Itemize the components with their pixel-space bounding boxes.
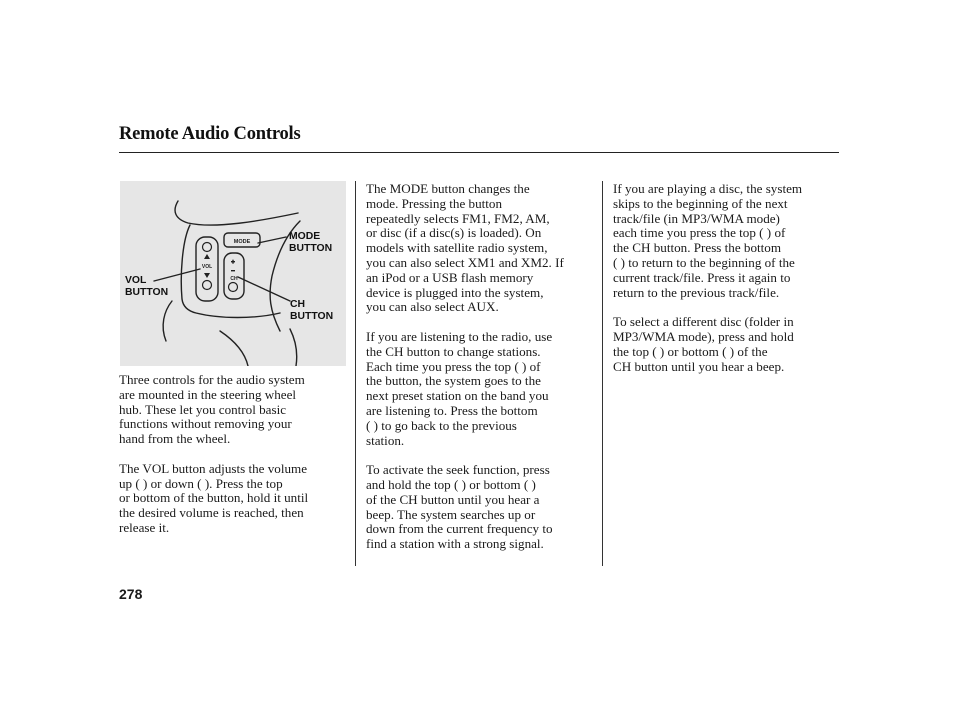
mode-switch-text: MODE bbox=[233, 239, 251, 245]
page-title: Remote Audio Controls bbox=[119, 124, 301, 144]
column-divider-2 bbox=[602, 181, 603, 566]
paragraph-seek-function: To activate the seek function, press and hold the top ( ) or bottom ( ) of the CH button until you hear a beep. The system searches up or down from the current frequency to find a station with a strong signal. bbox=[366, 462, 553, 552]
column-1 bbox=[119, 373, 349, 551]
vol-switch-text: VOL bbox=[201, 264, 213, 270]
column-divider-1 bbox=[355, 181, 356, 566]
column-3 bbox=[613, 182, 845, 389]
page-number: 278 bbox=[119, 586, 143, 602]
ch-button-label: CH BUTTON bbox=[290, 299, 334, 322]
mode-button-label: MODE BUTTON bbox=[289, 231, 333, 254]
paragraph-audio-controls-intro: Three controls for the audio system are mounted in the steering wheel hub. These let you control basic functions without removing your hand from the wheel. bbox=[119, 372, 305, 447]
steering-wheel-drawing bbox=[120, 181, 346, 366]
paragraph-vol-button: The VOL button adjusts the volume up ( ) or down ( ). Press the top or bottom of the button, hold it until the desired volume is reached, then release it. bbox=[119, 460, 309, 535]
paragraph-select-disc: To select a different disc (folder in MP3/WMA mode), press and hold the top ( ) or bottom ( ) of the CH button until you hear a beep. bbox=[613, 314, 794, 374]
column-2 bbox=[366, 182, 598, 567]
header-rule bbox=[119, 152, 839, 153]
steering-wheel-illustration bbox=[120, 181, 346, 366]
paragraph-ch-disc: If you are playing a disc, the system skips to the beginning of the next track/file (in MP3/WMA mode) each time you press the top ( ) of the CH button. Press the bottom ( ) to return to the beginning of the current track/file. Press it again to return to the previous track/file. bbox=[613, 181, 803, 300]
paragraph-ch-radio: If you are listening to the radio, use the CH button to change stations. Each time you press the top ( ) of the button, the system goes to the next preset station on the band you are listening to. Press the bottom ( ) to go back to the previous station. bbox=[366, 328, 553, 448]
vol-button-label: VOL BUTTON bbox=[125, 275, 169, 298]
paragraph-mode-button: The MODE button changes the mode. Pressing the button repeatedly selects FM1, FM2, AM, or disc (if a disc(s) is loaded). On models with satellite radio system, you can also select XM1 and XM2. If an iPod or a USB flash memory device is plugged into the system, you can also select AUX. bbox=[366, 181, 564, 315]
ch-switch-text: CH bbox=[230, 276, 238, 282]
